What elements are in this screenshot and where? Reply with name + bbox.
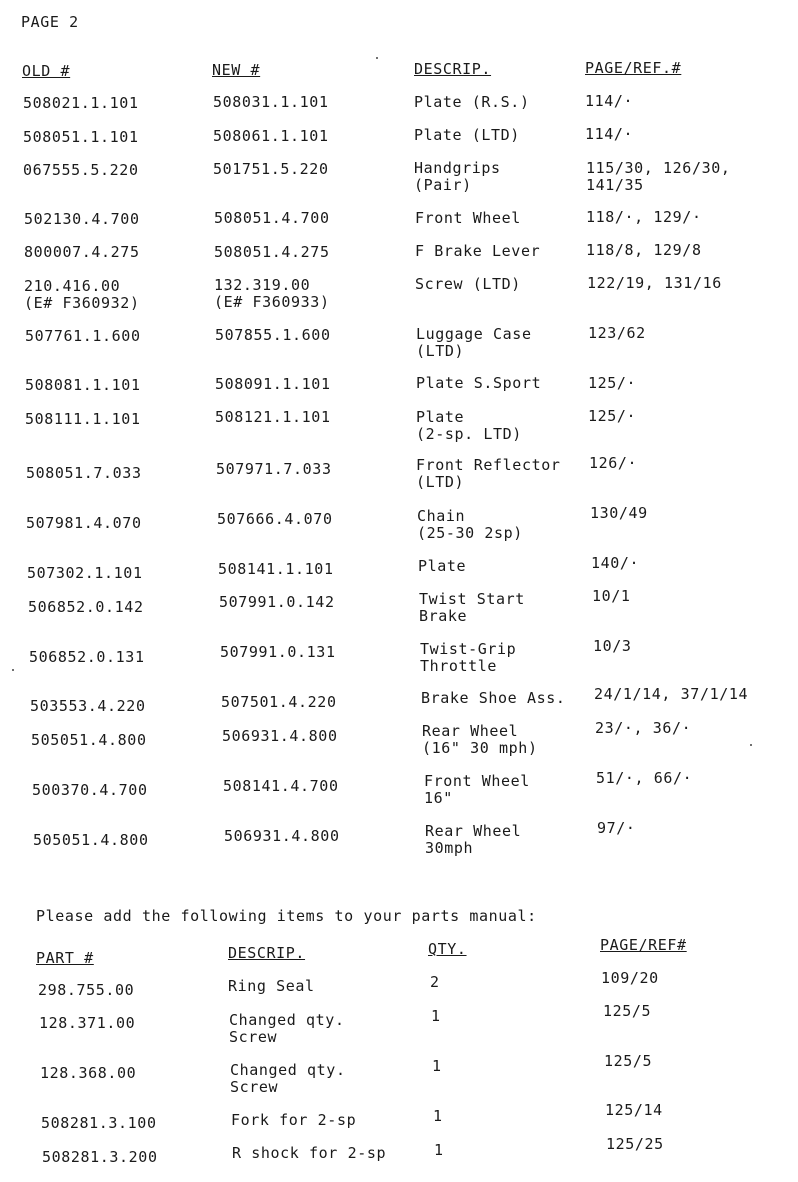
row-9-new: 508121.1.101: [215, 408, 331, 426]
scan-speck: [376, 57, 378, 59]
row-9-ref: 125/·: [588, 407, 637, 425]
row-3-old: 067555.5.220: [23, 161, 139, 179]
row-17-descrip: Front Wheel 16": [424, 772, 530, 807]
add-row-4-descrip: Fork for 2-sp: [231, 1111, 357, 1129]
add-row-5-part: 508281.3.200: [42, 1148, 158, 1166]
row-13-descrip: Twist Start Brake: [419, 590, 525, 625]
row-3-ref: 115/30, 126/30, 141/35: [586, 159, 731, 194]
row-18-new: 506931.4.800: [224, 827, 340, 845]
row-17-new: 508141.4.700: [223, 777, 339, 795]
row-17-ref: 51/·, 66/·: [596, 769, 693, 787]
row-8-ref: 125/·: [588, 374, 637, 392]
row-14-ref: 10/3: [593, 637, 632, 655]
row-18-ref: 97/·: [597, 819, 636, 837]
row-7-descrip: Luggage Case (LTD): [416, 325, 532, 360]
row-16-old: 505051.4.800: [31, 731, 147, 749]
row-7-ref: 123/62: [588, 324, 646, 342]
row-10-descrip: Front Reflector (LTD): [416, 456, 561, 491]
add-row-1-ref: 109/20: [601, 969, 659, 987]
header-page-ref: PAGE/REF.#: [585, 59, 682, 77]
row-2-new: 508061.1.101: [213, 127, 329, 145]
row-10-old: 508051.7.033: [26, 464, 142, 482]
row-11-ref: 130/49: [590, 504, 648, 522]
row-12-ref: 140/·: [591, 554, 640, 572]
row-1-ref: 114/·: [585, 92, 634, 110]
row-10-ref: 126/·: [589, 454, 638, 472]
scan-speck: [750, 744, 752, 746]
add-row-3-qty: 1: [432, 1057, 442, 1075]
add-row-5-qty: 1: [434, 1141, 444, 1159]
add-row-4-ref: 125/14: [605, 1101, 663, 1119]
row-6-descrip: Screw (LTD): [415, 275, 521, 293]
add-row-4-part: 508281.3.100: [41, 1114, 157, 1132]
row-4-new: 508051.4.700: [214, 209, 330, 227]
add-row-1-descrip: Ring Seal: [228, 977, 315, 995]
header-old-number: OLD #: [22, 62, 71, 80]
row-11-old: 507981.4.070: [26, 514, 142, 532]
row-10-new: 507971.7.033: [216, 460, 332, 478]
row-6-ref: 122/19, 131/16: [587, 274, 722, 292]
add-row-2-ref: 125/5: [603, 1002, 652, 1020]
row-17-old: 500370.4.700: [32, 781, 148, 799]
row-13-new: 507991.0.142: [219, 593, 335, 611]
row-8-descrip: Plate S.Sport: [416, 374, 542, 392]
row-7-new: 507855.1.600: [215, 326, 331, 344]
header-descrip-2: DESCRIP.: [228, 944, 306, 962]
row-18-old: 505051.4.800: [33, 831, 149, 849]
row-5-descrip: F Brake Lever: [415, 242, 541, 260]
row-9-descrip: Plate (2-sp. LTD): [416, 408, 522, 443]
row-1-descrip: Plate (R.S.): [414, 93, 530, 111]
add-row-2-descrip: Changed qty. Screw: [229, 1011, 345, 1046]
add-row-3-ref: 125/5: [604, 1052, 653, 1070]
add-row-2-qty: 1: [431, 1007, 441, 1025]
row-4-descrip: Front Wheel: [415, 209, 521, 227]
row-5-ref: 118/8, 129/8: [586, 241, 702, 259]
row-5-new: 508051.4.275: [214, 243, 330, 261]
add-row-1-qty: 2: [430, 973, 440, 991]
row-18-descrip: Rear Wheel 30mph: [425, 822, 522, 857]
header-page-ref-2: PAGE/REF#: [600, 936, 687, 954]
row-8-old: 508081.1.101: [25, 376, 141, 394]
add-row-5-ref: 125/25: [606, 1135, 664, 1153]
scan-speck: [12, 669, 14, 671]
row-14-new: 507991.0.131: [220, 643, 336, 661]
row-2-ref: 114/·: [585, 125, 634, 143]
row-16-ref: 23/·, 36/·: [595, 719, 692, 737]
row-12-new: 508141.1.101: [218, 560, 334, 578]
row-12-descrip: Plate: [418, 557, 467, 575]
row-11-descrip: Chain (25-30 2sp): [417, 507, 523, 542]
header-descrip: DESCRIP.: [414, 60, 492, 78]
header-new-number: NEW #: [212, 61, 261, 79]
add-row-1-part: 298.755.00: [38, 981, 135, 999]
add-row-3-part: 128.368.00: [40, 1064, 137, 1082]
add-row-5-descrip: R shock for 2-sp: [232, 1144, 387, 1162]
row-4-ref: 118/·, 129/·: [586, 208, 702, 226]
row-3-new: 501751.5.220: [213, 160, 329, 178]
row-6-old: 210.416.00 (E# F360932): [24, 277, 140, 312]
row-2-descrip: Plate (LTD): [414, 126, 520, 144]
row-1-new: 508031.1.101: [213, 93, 329, 111]
row-7-old: 507761.1.600: [25, 327, 141, 345]
row-14-descrip: Twist-Grip Throttle: [420, 640, 517, 675]
add-row-2-part: 128.371.00: [39, 1014, 136, 1032]
row-16-new: 506931.4.800: [222, 727, 338, 745]
header-qty: QTY.: [428, 940, 467, 958]
row-5-old: 800007.4.275: [24, 243, 140, 261]
row-11-new: 507666.4.070: [217, 510, 333, 528]
header-part-number: PART #: [36, 949, 94, 967]
row-4-old: 502130.4.700: [24, 210, 140, 228]
row-3-descrip: Handgrips (Pair): [414, 159, 501, 194]
row-15-ref: 24/1/14, 37/1/14: [594, 685, 749, 703]
row-15-descrip: Brake Shoe Ass.: [421, 689, 566, 707]
row-13-ref: 10/1: [592, 587, 631, 605]
row-15-old: 503553.4.220: [30, 697, 146, 715]
row-15-new: 507501.4.220: [221, 693, 337, 711]
add-items-note: Please add the following items to your parts manual:: [36, 907, 537, 925]
add-row-3-descrip: Changed qty. Screw: [230, 1061, 346, 1096]
row-1-old: 508021.1.101: [23, 94, 139, 112]
row-9-old: 508111.1.101: [25, 410, 141, 428]
row-6-new: 132.319.00 (E# F360933): [214, 276, 330, 311]
row-2-old: 508051.1.101: [23, 128, 139, 146]
row-12-old: 507302.1.101: [27, 564, 143, 582]
page-label: PAGE 2: [21, 13, 79, 31]
row-16-descrip: Rear Wheel (16" 30 mph): [422, 722, 538, 757]
row-13-old: 506852.0.142: [28, 598, 144, 616]
row-14-old: 506852.0.131: [29, 648, 145, 666]
row-8-new: 508091.1.101: [215, 375, 331, 393]
add-row-4-qty: 1: [433, 1107, 443, 1125]
